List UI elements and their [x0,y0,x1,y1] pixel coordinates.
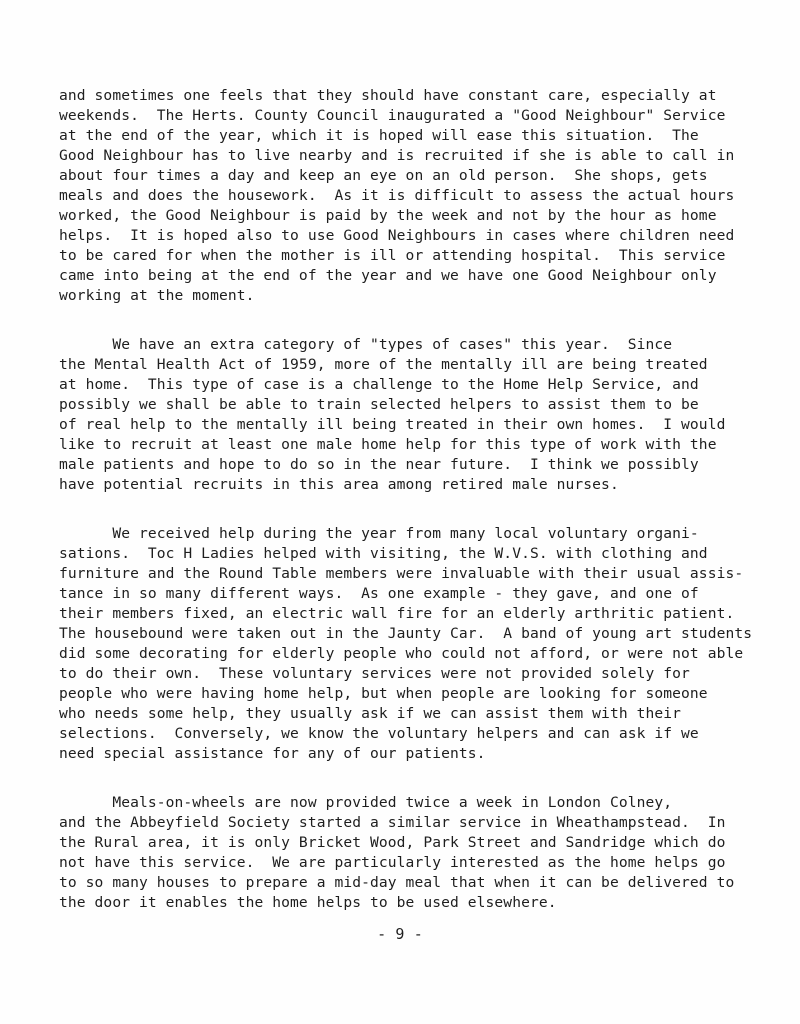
text-line: did some decorating for elderly people who could not afford, or were not able [59,645,744,662]
text-line: Good Neighbour has to live nearby and is recruited if she is able to call in [59,147,735,164]
text-line: possibly we shall be able to train selected helpers to assist them to be [59,396,699,413]
text-line: furniture and the Round Table members were invaluable with their usual assis- [59,565,744,582]
text-line: the Mental Health Act of 1959, more of the mentally ill are being treated [59,356,708,373]
text-line: and the Abbeyfield Society started a similar service in Wheathampstead. In [59,814,726,831]
text-line: the door it enables the home helps to be used elsewhere. [59,894,557,911]
text-line: to do their own. These voluntary services were not provided solely for [59,665,690,682]
text-line: at the end of the year, which it is hoped will ease this situation. The [59,127,699,144]
text-line: tance in so many different ways. As one example - they gave, and one of [59,585,699,602]
text-line: need special assistance for any of our patients. [59,745,486,762]
text-line: not have this service. We are particularly interested as the home helps go [59,854,726,871]
text-line: about four times a day and keep an eye on an old person. She shops, gets [59,167,708,184]
text-line: worked, the Good Neighbour is paid by the week and not by the hour as home [59,207,717,224]
text-line: helps. It is hoped also to use Good Neighbours in cases where children need [59,227,735,244]
text-line: like to recruit at least one male home help for this type of work with the [59,436,717,453]
text-line: their members fixed, an electric wall fire for an elderly arthritic patient. [59,605,735,622]
text-line: have potential recruits in this area among retired male nurses. [59,476,619,493]
text-line: male patients and hope to do so in the near future. I think we possibly [59,456,699,473]
text-line: people who were having home help, but when people are looking for someone [59,685,708,702]
text-line: Meals-on-wheels are now provided twice a week in London Colney, [59,794,673,811]
text-line: sations. Toc H Ladies helped with visiting, the W.V.S. with clothing and [59,545,708,562]
text-line: who needs some help, they usually ask if we can assist them with their [59,705,682,722]
text-line: working at the moment. [59,287,255,304]
text-line: the Rural area, it is only Bricket Wood, Park Street and Sandridge which do [59,834,726,851]
text-line: and sometimes one feels that they should have constant care, especially at [59,87,717,104]
text-line: at home. This type of case is a challenge to the Home Help Service, and [59,376,699,393]
page-number: - 9 - [377,925,423,943]
text-line: selections. Conversely, we know the voluntary helpers and can ask if we [59,725,699,742]
text-line: to be cared for when the mother is ill or attending hospital. This service [59,247,726,264]
text-line: meals and does the housework. As it is difficult to assess the actual hours [59,187,735,204]
text-line: came into being at the end of the year and we have one Good Neighbour only [59,267,717,284]
text-line: of real help to the mentally ill being treated in their own homes. I would [59,416,726,433]
text-line: We have an extra category of "types of cases" this year. Since [59,336,673,353]
text-line: We received help during the year from many local voluntary organi- [59,525,699,542]
text-line: weekends. The Herts. County Council inaugurated a "Good Neighbour" Service [59,107,726,124]
text-line: to so many houses to prepare a mid-day meal that when it can be delivered to [59,874,735,891]
text-line: The housebound were taken out in the Jaunty Car. A band of young art students [59,625,753,642]
